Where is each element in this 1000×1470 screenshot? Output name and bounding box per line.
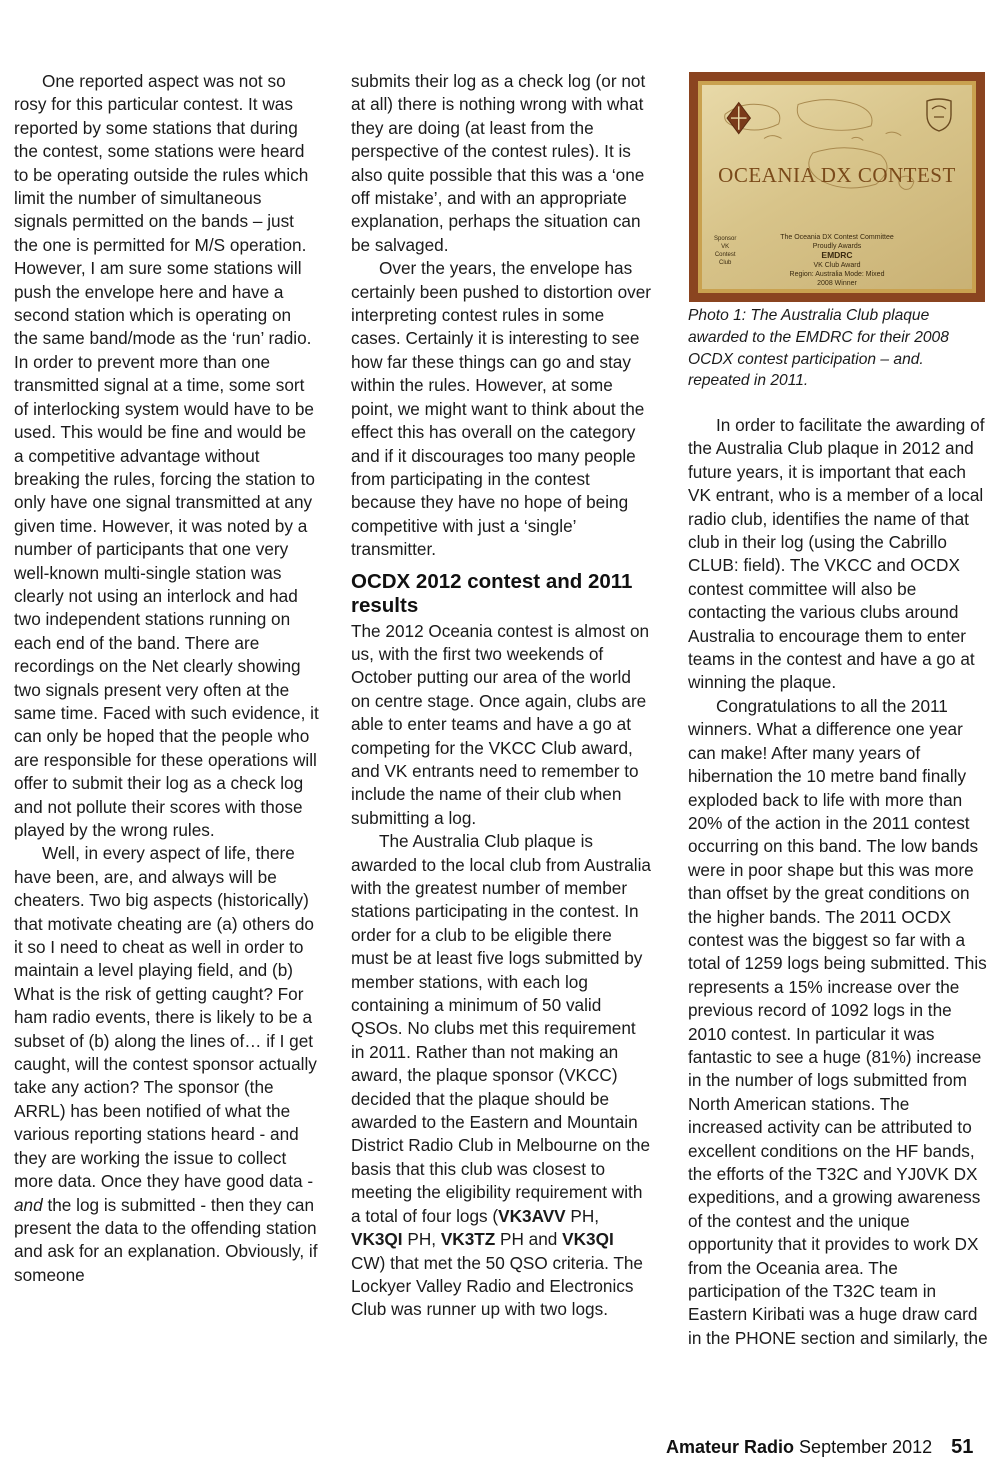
callsign: VK3TZ [440, 1229, 496, 1250]
plaque-text: VK Club Award [813, 262, 861, 269]
plaque-text: EMDRC [821, 250, 853, 260]
plaque-title: OCEANIA DX CONTEST [718, 163, 956, 187]
plaque-photo [689, 72, 985, 302]
paragraph: Congratulations to all the 2011 winners. What a difference one year can make! After many years of hibernation the 10 metre band finally exploded back to life with more than 20% of the action in the 2011 contest occurring on this band. The low bands were in poor shape but this was more than offset by the great conditions on the higher bands. The 2011 OCDX contest was the biggest so far with a total of 1259 logs being submitted. This represents a 15% increase over the previous record of 1092 logs in the 2010 contest. In particular it was fantastic to see a huge (81%) increase in the number of logs submitted from North American stations. The increased activity can be attributed to excellent conditions on the HF bands, the efforts of the T32C and YJ0VK DX expeditions, and a growing awareness of the contest and the unique opportunity that it provides to work DX from the Oceania area. The participation of the T32C team in Eastern Kiribati was a huge draw card in the PHONE section and similarly, the [688, 695, 988, 1348]
plaque-text: Club [719, 260, 732, 266]
paragraph [14, 842, 319, 1287]
column-2 [351, 70, 652, 1322]
text-run: Well, in every aspect of life, there have been, are, and always will be cheaters. Two big aspects (historically) that motivate cheating are (a) others do it so I need to cheat as well in order to maintain a level playing field, and (b) What is the risk of getting caught? For ham radio events, there is likely to be a subset of (b) along the lines of… if I get caught, will the contest sponsor actually take any action? The sponsor (the ARRL) has been notified of what the various reporting stations heard - and they are working the issue to collect more data. Once they have good data - [14, 843, 317, 1192]
plaque-text: 2008 Winner [817, 280, 857, 287]
callsign: VK3QI [562, 1229, 614, 1250]
emphasis-text: and [14, 1194, 43, 1215]
text-run: CW) that met the 50 QSO criteria. The Lockyer Valley Radio and Electronics Club was runner up with two logs. [351, 1252, 643, 1320]
text-run: the log is submitted - then they can present the data to the offending station and ask for an explanation. Obviously, if someone [14, 1194, 318, 1285]
text-run: PH and [500, 1229, 558, 1250]
callsign: VK3AVV [498, 1205, 566, 1226]
paragraph: Over the years, the envelope has certainly been pushed to distortion over interpreting contest rules in some cases. Certainly it is interesting to see how far these things can go and stay within the rules. However, at some point, we might want to think about the effect this has overall on the category and if it discourages too many people from participating in the contest because they have no hope of being competitive with just a ‘single’ transmitter. [351, 258, 652, 560]
plaque-text: Proudly Awards [812, 243, 862, 250]
text-run: The Australia Club plaque is awarded to the local club from Australia with the greatest number of member stations participating in the contest. In order for a club to be eligible there must be at least five logs submitted by member stations, with each log containing a minimum of 50 valid QSOs. No clubs met this requirement in 2011. Rather than not making an award, the plaque sponsor (VKCC) decided that the plaque should be awarded to the Eastern and Mountain District Radio Club in Melbourne on the basis that this club was closest to meeting the eligibility requirement with a total of four logs ( [351, 831, 651, 1226]
paragraph [351, 830, 652, 1322]
issue-date: September 2012 [799, 1437, 933, 1457]
paragraph: The 2012 Oceania contest is almost on us, with the first two weekends of October putting our area of the world on centre stage. Once again, clubs are able to enter teams and have a go at competing for the VKCC Club award, and VK entrants need to remember to include the name of their club when submitting a log. [351, 620, 650, 828]
column-3 [688, 414, 988, 1350]
paragraph: In order to facilitate the awarding of the Australia Club plaque in 2012 and future years, it is important that each VK entrant, who is a member of a local radio club, identifies the name of that club in their log (using the Cabrillo CLUB: field). The VKCC and OCDX contest committee will also be contacting the various clubs around Australia to encourage them to enter teams in the contest and have a go at winning the plaque. [688, 415, 985, 693]
column-1 [14, 70, 319, 1287]
paragraph: One reported aspect was not so rosy for this particular contest. It was reported by some stations that during the contest, some stations were heard to be operating outside the rules which limit the number of simultaneous signals permitted on the bands – just the one is permitted for M/S operation. However, I am sure some stations will push the envelope here and have a second station which is operating on the same band/mode as the ‘run’ radio. In order to prevent more than one transmitted signal at a time, some sort of interlocking system would have to be used. This would be fine and would be a competitive advantage without breaking the rules, forcing the station to only have one signal transmitted at any given time. However, it was noted by a number of participants that one very well-known multi-single station was clearly not using an interlock and had two independent stations running on each end of the band. There are recordings on the Net clearly showing two signals present very often at the same time. Faced with such evidence, it can only be hoped that the people who are responsible for these operations will offer to submit their log as a check log and not pollute their scores with those played by the wrong rules. [14, 71, 319, 840]
crest-icon [924, 97, 954, 133]
magazine-name: Amateur Radio [666, 1437, 795, 1457]
callsign: VK3QI [351, 1229, 403, 1250]
page-number: 51 [951, 1436, 974, 1458]
plaque-text: Sponsor [714, 236, 737, 242]
plaque-text: VK [721, 244, 730, 250]
paragraph: submits their log as a check log (or not at all) there is nothing wrong with what they are doing (at least from the perspective of the contest rules). It is also quite possible that this was a ‘one off mistake’, and with an appropriate explanation, perhaps the situation can be salvaged. [351, 71, 646, 255]
plaque-text: Contest [714, 252, 736, 258]
plaque-text: The Oceania DX Contest Committee [780, 234, 894, 241]
text-run: PH, [570, 1205, 600, 1226]
photo-caption: Photo 1: The Australia Club plaque awarded to the EMDRC for their 2008 OCDX contest participation – and. repeated in 2011. [688, 307, 949, 390]
text-run: PH, [407, 1229, 437, 1250]
section-heading: OCDX 2012 contest and 2011 results [351, 569, 633, 617]
page-footer [666, 1436, 973, 1459]
plaque-text: Region: Australia Mode: Mixed [789, 271, 885, 278]
plaque [698, 81, 976, 293]
